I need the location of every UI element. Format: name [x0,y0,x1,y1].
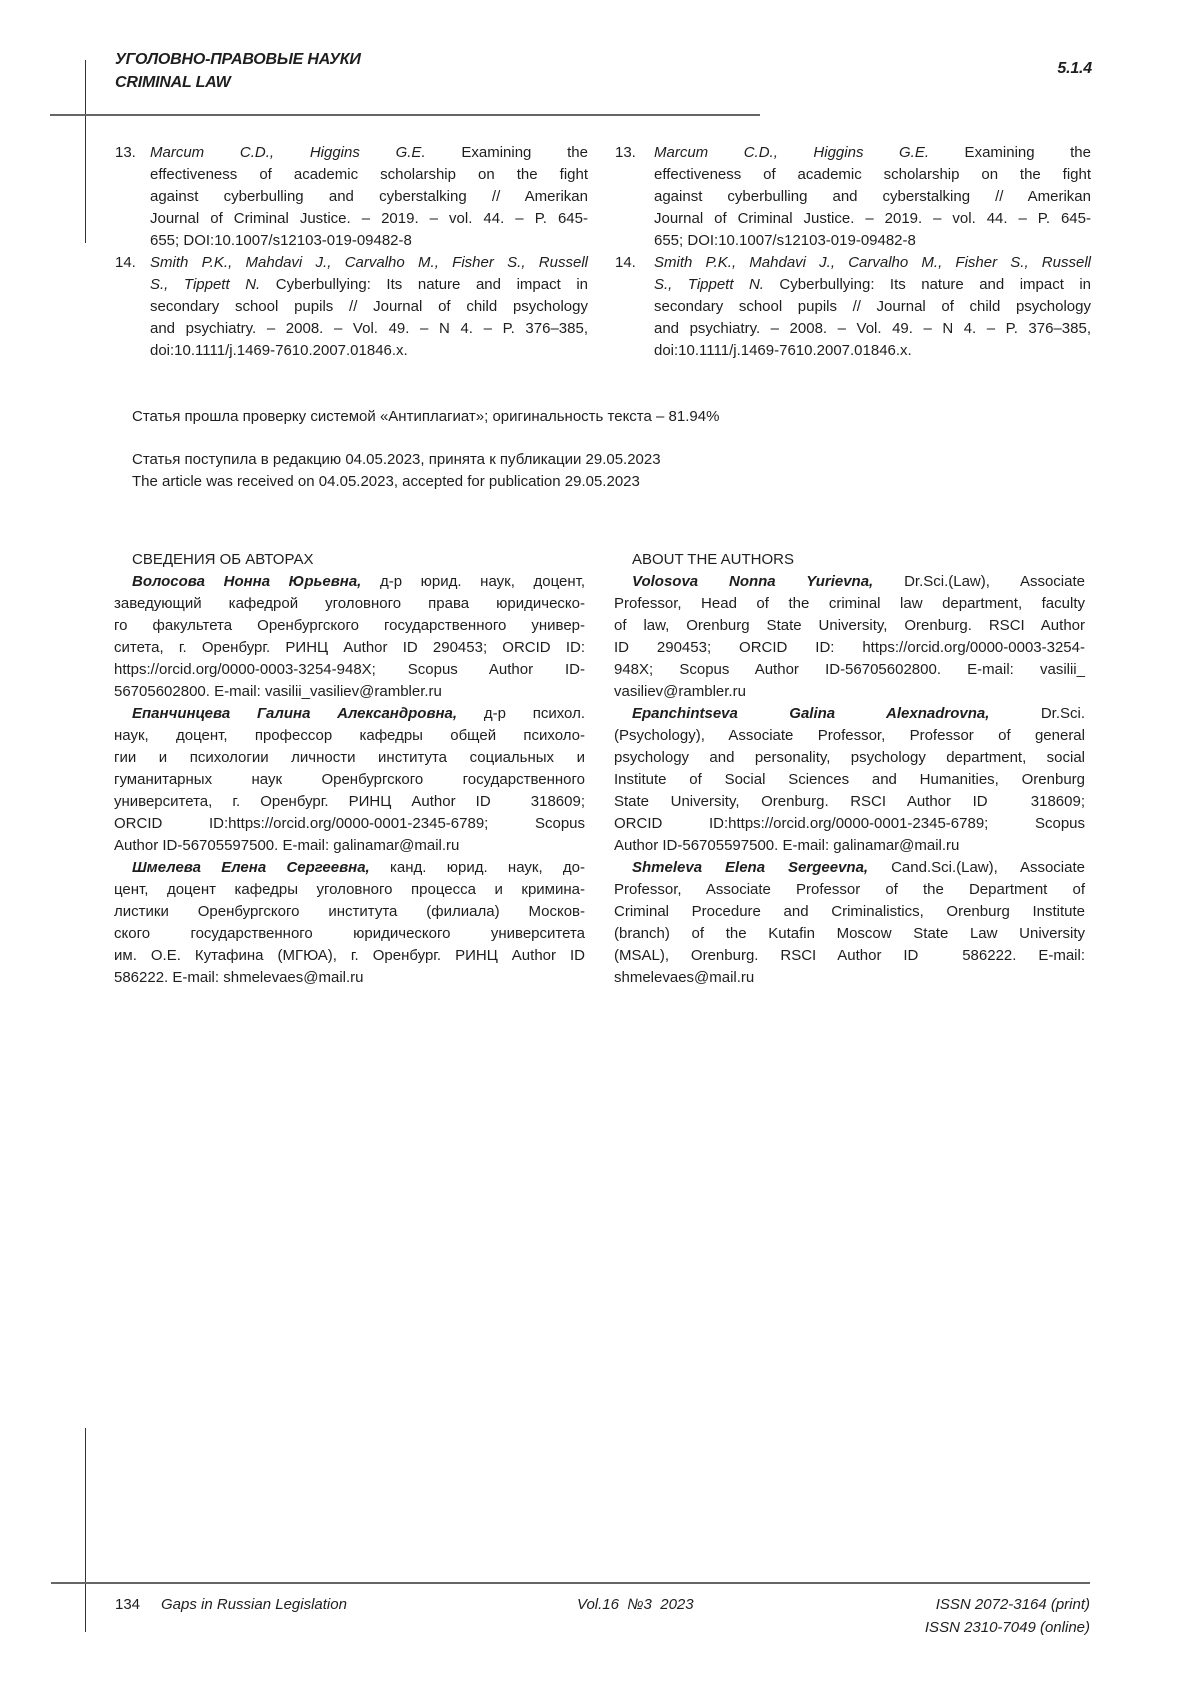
references-en [615,142,1091,362]
line-text: цент, доцент кафедры уголовного процесса и кримина- [114,881,585,898]
text-line [614,725,1085,747]
text-line [614,835,1085,857]
line-text: Institute of Social Sciences and Humanities, Orenburg [614,771,1085,788]
text-line [114,703,585,725]
text-line [150,340,588,362]
reference-number: 14. [615,252,636,274]
received-note-ru: Статья поступила в редакцию 04.05.2023, принята к публикации 29.05.2023 [132,449,661,471]
author-entry [614,703,1085,857]
text-line [150,230,588,252]
text-line [614,813,1085,835]
text-line [614,791,1085,813]
line-text: заведующий кафедрой уголовного права юридическо- [114,595,585,612]
text-line [114,681,585,703]
text-line [150,296,588,318]
line-text: канд. юрид. наук, до- [370,859,585,876]
reference-item [615,252,1091,362]
text-line [614,967,1085,989]
author-name: Volosova Nonna Yurievna, [632,573,873,590]
line-text: 655; DOI:10.1007/s12103-019-09482-8 [150,232,412,249]
line-text: ID 290453; ORCID ID: https://orcid.org/0000-0003-3254- [614,639,1085,656]
author-name: Волосова Нонна Юрьевна, [132,573,361,590]
reference-item [615,142,1091,252]
text-line [114,835,585,857]
line-text: secondary school pupils // Journal of child psychology [150,298,588,315]
line-text: vasiliev@rambler.ru [614,683,746,700]
line-text: State University, Orenburg. RSCI Author ID 318609; [614,793,1085,810]
text-line [654,296,1091,318]
text-line [614,615,1085,637]
text-line [654,340,1091,362]
text-line [614,945,1085,967]
reference-authors: S., Tippett N. [654,276,764,293]
issn-print: ISSN 2072-3164 (print) [936,1596,1090,1613]
text-line [614,637,1085,659]
section-title-en: CRIMINAL LAW [115,74,231,92]
authors-ru [114,549,585,989]
line-text: гуманитарных наук Оренбургского государственного [114,771,585,788]
text-line [614,923,1085,945]
line-text: https://orcid.org/0000-0003-3254-948X; Scopus Author ID- [114,661,585,678]
line-text: гии и психологии личности института социальных и [114,749,585,766]
text-line [114,923,585,945]
line-text: 655; DOI:10.1007/s12103-019-09482-8 [654,232,916,249]
text-line [150,142,588,164]
section-title-ru: УГОЛОВНО-ПРАВОВЫЕ НАУКИ [115,51,361,69]
author-name: Епанчинцева Галина Александровна, [132,705,457,722]
line-text: psychology and personality, psychology department, social [614,749,1085,766]
line-text: Dr.Sci.(Law), Associate [873,573,1085,590]
author-entry [614,857,1085,989]
line-text: effectiveness of academic scholarship on the fight [654,166,1091,183]
text-line [614,593,1085,615]
reference-number: 13. [615,142,636,164]
text-line [614,769,1085,791]
line-text: of law, Orenburg State University, Orenburg. RSCI Author [614,617,1085,634]
line-text: 948X; Scopus Author ID-56705602800. E-mail: vasilii_ [614,661,1085,678]
line-text: ORCID ID:https://orcid.org/0000-0001-2345-6789; Scopus [614,815,1085,832]
author-name: Epanchintseva Galina Alexnadrovna, [632,705,989,722]
text-line [114,725,585,747]
line-text: doi:10.1111/j.1469-7610.2007.01846.x. [654,342,912,359]
text-line [114,813,585,835]
text-line [654,318,1091,340]
line-text: Criminal Procedure and Criminalistics, Orenburg Institute [614,903,1085,920]
author-name: Шмелева Елена Сергеевна, [132,859,370,876]
reference-authors: Marcum C.D., Higgins G.E. [654,144,929,161]
text-line [114,747,585,769]
line-text: shmelevaes@mail.ru [614,969,754,986]
line-text: (branch) of the Kutafin Moscow State Law University [614,925,1085,942]
footer-rule [51,1582,1090,1584]
line-text: Author ID-56705597500. E-mail: galinamar@mail.ru [114,837,459,854]
line-text: Cand.Sci.(Law), Associate [868,859,1085,876]
line-text: Examining the [929,144,1091,161]
text-line [114,967,585,989]
authors-en [614,549,1085,989]
line-text: Author ID-56705597500. E-mail: galinamar@mail.ru [614,837,959,854]
reference-item [115,252,588,362]
line-text: 56705602800. E-mail: vasilii_vasiliev@rambler.ru [114,683,442,700]
line-text: го факультета Оренбургского государственного универ- [114,617,585,634]
references-ru [115,142,588,362]
reference-authors: Smith P.K., Mahdavi J., Carvalho M., Fisher S., Russell [654,254,1091,271]
line-text: against cyberbulling and cyberstalking // Amerikan [654,188,1091,205]
text-line [654,142,1091,164]
line-text: and psychiatry. – 2008. – Vol. 49. – N 4. – P. 376–385, [654,320,1091,337]
line-text: Journal of Criminal Justice. – 2019. – vol. 44. – P. 645- [150,210,588,227]
line-text: (MSAL), Orenburg. RSCI Author ID 586222. E-mail: [614,947,1085,964]
text-line [114,945,585,967]
text-line [114,615,585,637]
header-vertical-rule [85,60,86,243]
reference-authors: Marcum C.D., Higgins G.E. [150,144,426,161]
line-text: ского государственного юридического университета [114,925,585,942]
text-line [654,186,1091,208]
reference-authors: S., Tippett N. [150,276,260,293]
section-code: 5.1.4 [1057,60,1092,78]
text-line [654,208,1091,230]
text-line [614,857,1085,879]
reference-number: 13. [115,142,136,164]
line-text: Cyberbullying: Its nature and impact in [764,276,1091,293]
text-line [114,659,585,681]
text-line [614,747,1085,769]
issn-online: ISSN 2310-7049 (online) [925,1619,1090,1636]
page-number: 134 [115,1596,140,1613]
line-text: д-р психол. [457,705,585,722]
author-entry [114,857,585,989]
line-text: doi:10.1111/j.1469-7610.2007.01846.x. [150,342,408,359]
line-text: Cyberbullying: Its nature and impact in [260,276,588,293]
line-text: Dr.Sci. [989,705,1085,722]
author-entry [114,703,585,857]
text-line [114,593,585,615]
text-line [654,252,1091,274]
text-line [614,659,1085,681]
line-text: and psychiatry. – 2008. – Vol. 49. – N 4. – P. 376–385, [150,320,588,337]
line-text: д-р юрид. наук, доцент, [361,573,585,590]
authors-heading: ABOUT THE AUTHORS [614,549,1085,571]
text-line [114,637,585,659]
text-line [614,571,1085,593]
line-text: (Psychology), Associate Professor, Professor of general [614,727,1085,744]
text-line [150,186,588,208]
reference-item [115,142,588,252]
text-line [150,318,588,340]
text-line [150,164,588,186]
text-line [150,274,588,296]
line-text: им. О.Е. Кутафина (МГЮА), г. Оренбург. РИНЦ Author ID [114,947,585,964]
footer-vertical-rule [85,1428,86,1632]
line-text: 586222. E-mail: shmelevaes@mail.ru [114,969,364,986]
text-line [114,901,585,923]
line-text: effectiveness of academic scholarship on the fight [150,166,588,183]
issue-info: Vol.16 №3 2023 [577,1596,694,1613]
author-entry [614,571,1085,703]
line-text: secondary school pupils // Journal of child psychology [654,298,1091,315]
text-line [654,230,1091,252]
line-text: наук, доцент, профессор кафедры общей психоло- [114,727,585,744]
reference-number: 14. [115,252,136,274]
line-text: Professor, Associate Professor of the Department of [614,881,1085,898]
text-line [614,879,1085,901]
antiplagiat-note: Статья прошла проверку системой «Антиплагиат»; оригинальность текста – 81.94% [132,406,719,428]
line-text: листики Оренбургского института (филиала) Москов- [114,903,585,920]
line-text: ORCID ID:https://orcid.org/0000-0001-2345-6789; Scopus [114,815,585,832]
line-text: Examining the [426,144,588,161]
text-line [654,164,1091,186]
text-line [114,769,585,791]
author-name: Shmeleva Elena Sergeevna, [632,859,868,876]
line-text: Journal of Criminal Justice. – 2019. – vol. 44. – P. 645- [654,210,1091,227]
received-note-en: The article was received on 04.05.2023, accepted for publication 29.05.2023 [132,471,640,493]
header-rule [50,114,760,116]
text-line [654,274,1091,296]
authors-heading: СВЕДЕНИЯ ОБ АВТОРАХ [114,549,585,571]
reference-authors: Smith P.K., Mahdavi J., Carvalho M., Fisher S., Russell [150,254,588,271]
text-line [114,857,585,879]
text-line [614,703,1085,725]
text-line [114,879,585,901]
text-line [150,252,588,274]
line-text: against cyberbulling and cyberstalking // Amerikan [150,188,588,205]
text-line [614,901,1085,923]
line-text: ситета, г. Оренбург. РИНЦ Author ID 290453; ORCID ID: [114,639,585,656]
text-line [114,571,585,593]
text-line [114,791,585,813]
line-text: университета, г. Оренбург. РИНЦ Author ID 318609; [114,793,585,810]
text-line [614,681,1085,703]
author-entry [114,571,585,703]
line-text: Professor, Head of the criminal law department, faculty [614,595,1085,612]
journal-name: Gaps in Russian Legislation [161,1596,347,1613]
text-line [150,208,588,230]
